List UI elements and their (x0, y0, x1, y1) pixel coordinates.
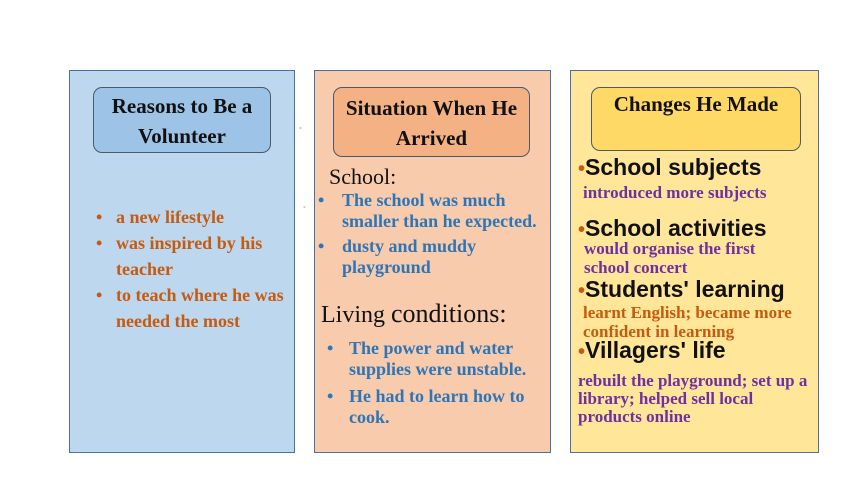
school-list (318, 190, 550, 282)
situation-title-text: Situation When He Arrived (345, 96, 518, 150)
bullet-icon: • (318, 190, 325, 210)
change-heading: •Students' learning (578, 276, 785, 302)
situation-title (333, 87, 530, 157)
list-item: • was inspired by his teacher (92, 230, 292, 282)
bullet-icon: • (578, 219, 586, 241)
reasons-title-text: Reasons to Be a Volunteer (111, 94, 253, 148)
bullet-icon: • (318, 236, 325, 256)
decorative-dot: • (299, 124, 302, 133)
decorative-dot: • (303, 203, 306, 212)
bullet-icon: • (96, 285, 103, 305)
change-heading: •School subjects (578, 154, 762, 180)
list-item: • a new lifestyle (92, 204, 292, 230)
changes-title (591, 87, 801, 151)
reasons-list (92, 204, 292, 334)
living-list (325, 338, 550, 434)
list-item: • He had to learn how to cook. (327, 386, 525, 427)
change-body: learnt English; became more confident in learning (583, 303, 792, 341)
bullet-icon: • (96, 207, 103, 227)
list-item: • dusty and muddy playground (318, 236, 477, 277)
bullet-icon: • (327, 386, 334, 406)
changes-title-text: Changes He Made (613, 92, 779, 116)
change-heading: •School activities (578, 215, 767, 241)
living-conditions-label: Living conditions: (321, 299, 507, 328)
bullet-icon: • (327, 338, 334, 358)
bullet-icon: • (96, 233, 103, 253)
reasons-title (93, 87, 271, 153)
school-label: School: (329, 164, 397, 189)
list-item: • The school was much smaller than he expected. (318, 190, 537, 231)
change-heading: •Villagers' life (578, 337, 726, 363)
list-item: • The power and water supplies were unstable. (327, 338, 527, 379)
list-item: • to teach where he was needed the most (92, 282, 292, 334)
bullet-icon: • (578, 341, 586, 363)
bullet-icon: • (578, 158, 586, 180)
bullet-icon: • (578, 280, 586, 302)
change-body: would organise the first school concert (584, 239, 756, 277)
change-body: rebuilt the playground; set up a library; helped sell local products online (578, 371, 808, 426)
change-body: introduced more subjects (583, 183, 767, 202)
